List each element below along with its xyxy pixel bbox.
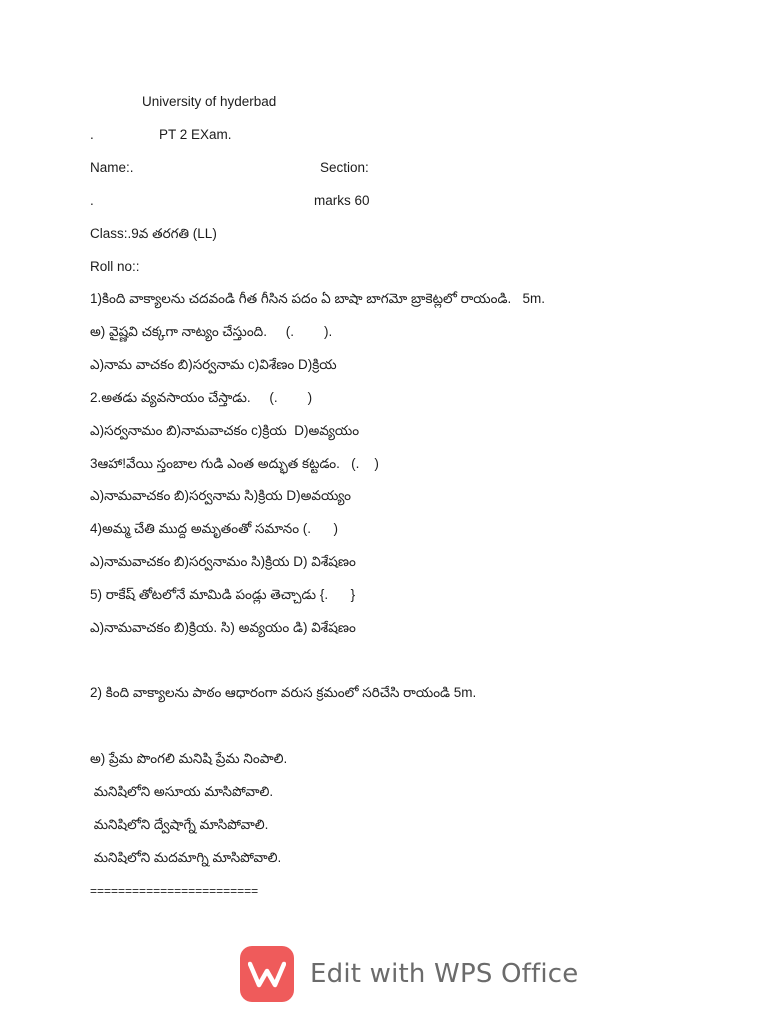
question-1-item-4-options: ఎ)నామవాచకం బి)సర్వనామం సి)క్రియ D) విశేషణం xyxy=(90,554,356,569)
question-1-item-5-options: ఎ)నామవాచకం బి)క్రియ. సి) అవ్యయం డి) విశేషణం xyxy=(90,620,356,635)
class-label: Class:.9వ తరగతి (LL) xyxy=(90,226,217,241)
wps-edit-banner[interactable] xyxy=(240,946,578,1002)
question-1-item-3-options: ఎ)నామవాచకం బి)సర్వనామ సి)క్రియ D)అవయ్యం xyxy=(90,488,351,503)
wps-w-glyph-icon xyxy=(248,959,286,989)
question-1-prompt: 1)కింది వాక్యాలను చదవండి గీత గీసిన పదం ఏ బాషా బాగమో బ్రాకెట్లలో రాయండి. 5m. xyxy=(90,291,545,306)
section-label: Section: xyxy=(320,160,369,175)
university-title: University of hyderbad xyxy=(142,94,277,109)
question-1-item-2: 2.అతడు వ్యవసాయం చేస్తాడు. (. ) xyxy=(90,390,313,405)
edit-with-wps-label[interactable]: Edit with WPS Office xyxy=(310,959,579,989)
section-divider: ======================== xyxy=(90,884,259,898)
wps-office-logo-icon[interactable] xyxy=(240,946,294,1002)
marks-leading-dot: . xyxy=(90,193,94,208)
question-2-line-1: అ) ప్రేమ పొంగలి మనిషి ప్రేమ నింపాలి. xyxy=(90,751,288,766)
roll-number-label: Roll no:: xyxy=(90,259,140,274)
question-1-item-4: 4)అమ్మ చేతి ముద్ద అమృతంతో సమానం (. ) xyxy=(90,521,339,536)
question-2-line-4: మనిషిలోని మదమాగ్ని మాసిపోవాలి. xyxy=(90,850,282,865)
exam-leading-dot: . xyxy=(90,127,94,142)
question-2-prompt: 2) కింది వాక్యాలను పాఠం ఆధారంగా వరుస క్రమంలో సరిచేసి రాయండి 5m. xyxy=(90,685,477,700)
name-label: Name:. xyxy=(90,160,134,175)
question-2-line-3: మనిషిలోని ద్వేషాగ్నే మాసిపోవాలి. xyxy=(90,817,269,832)
question-2-line-2: మనిషిలోని అసూయ మాసిపోవాలి. xyxy=(90,784,274,799)
question-1-item-3: 3ఆహా!వేయి స్తంబాల గుడి ఎంత అద్భుత కట్టడం. (. ) xyxy=(90,456,379,471)
question-1-item-1-options: ఎ)నామ వాచకం బి)సర్వనామ c)విశేణం D)క్రియ xyxy=(90,357,337,372)
exam-title: PT 2 EXam. xyxy=(159,127,232,142)
question-1-item-5: 5) రాకేష్ తోటలోనే మామిడి పండ్లు తెచ్చాడు {. } xyxy=(90,587,356,602)
question-1-item-1: అ) వైష్ణవి చక్కగా నాట్యం చేస్తుంది. (. ). xyxy=(90,324,333,339)
question-1-item-2-options: ఎ)సర్వనామం బి)నామవాచకం c)క్రియ D)అవ్యయం xyxy=(90,423,360,438)
marks-label: marks 60 xyxy=(314,193,370,208)
